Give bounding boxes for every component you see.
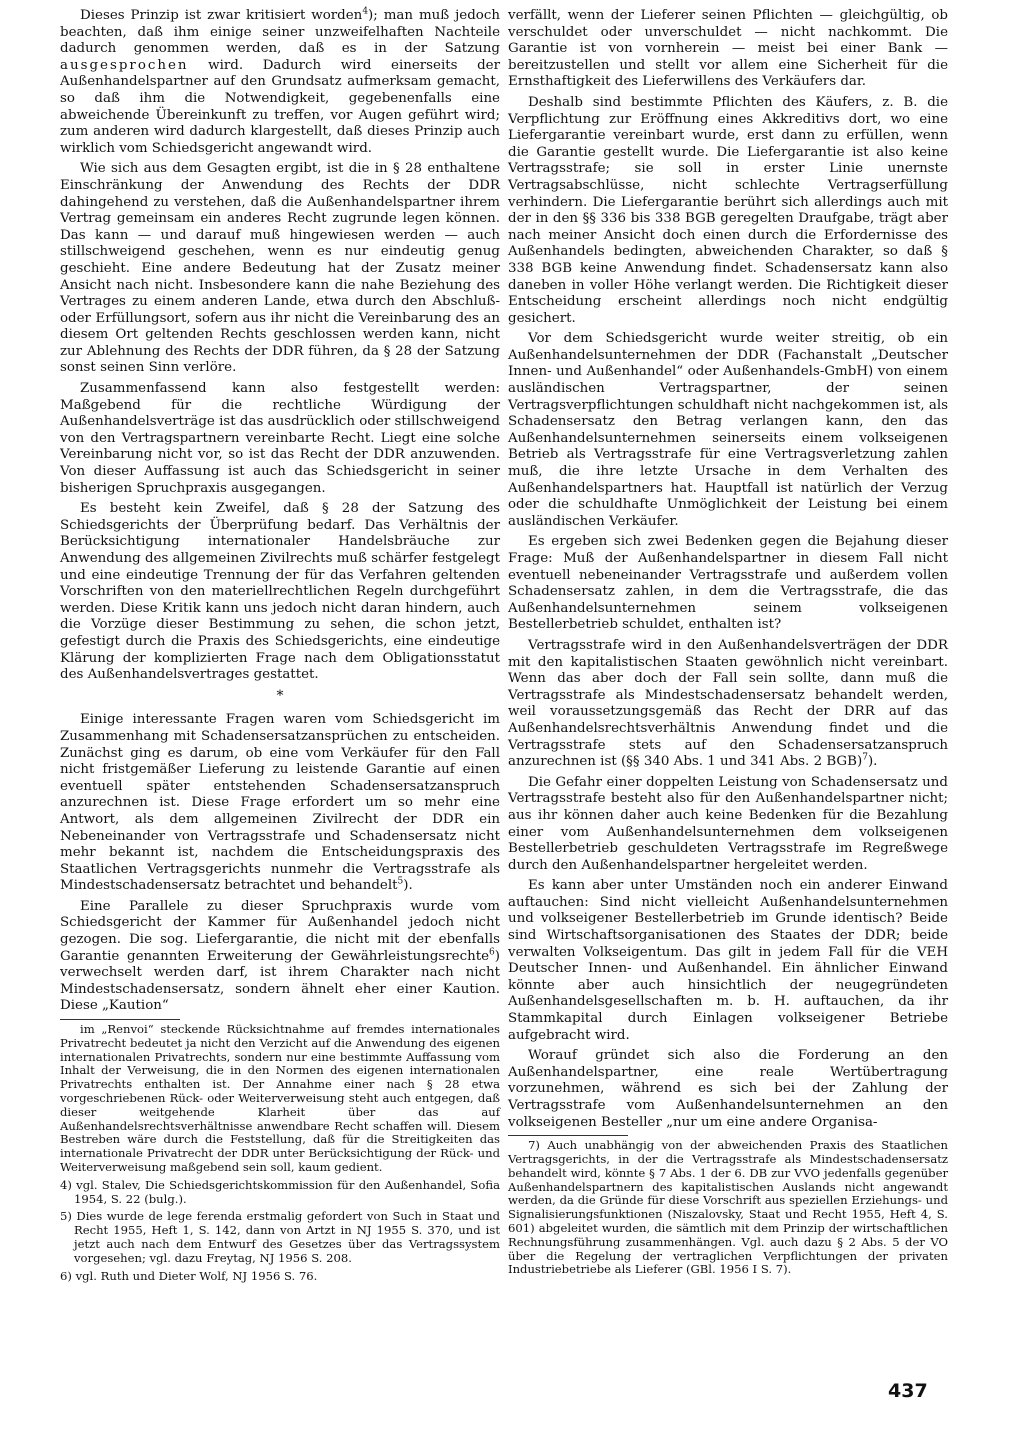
right-paragraph-6: Die Gefahr einer doppelten Leistung von Schadensersatz und Vertragsstrafe besteht also für den Außenhandelspartner nicht; aus ihr können daher auch keine Bedenken für die Bezahlung einer vom Außenhandelsunternehmen dem volkseigenen Bestellerbetrieb geschuldeten Vertragsstrafe im Regreßwege durch den Außenhandelspartner hergeleitet werden.: [508, 774, 948, 873]
footnote-6: 6) vgl. Ruth und Dieter Wolf, NJ 1956 S. 76.: [60, 1268, 318, 1283]
footnote-7: 7) Auch unabhängig von der abweichenden Praxis des Staatlichen Vertragsgerichts, in der die Vertragsstrafe als Mindestschadensersatz behandelt wird, könnte § 7 Abs. 1 der 6. DB zur VVO jedenfalls gegenüber Außenhandelspartnern des kapitalistischen Auslands nicht angewandt werden, da die Gründe für diese Vorschrift aus speziellen Erziehungs- und Signalisierungsfunktionen (Niszalovsky, Staat und Recht 1955, Heft 4, S. 601) abgeleitet wurden, die sämtlich mit dem Prinzip der wirtschaftlichen Rechnungsführung zusammenhängen. Vgl. auch dazu § 2 Abs. 5 der VO über die Regelung der vertraglichen Verpflichtungen der privaten Industriebetriebe als Lieferer (GBl. 1956 I S. 7).: [508, 1138, 948, 1277]
right-paragraph-8: Worauf gründet sich also die Forderung an den Außenhandelspartner, eine reale Wertübertragung vorzunehmen, während es sich bei der Zahlung der Vertragsstrafe vom Außenhandelsunternehmen an den volkseigenen Besteller „nur um eine andere Organisa-: [508, 1048, 948, 1130]
footnote-divider: [60, 1019, 180, 1020]
left-paragraph-5: Einige interessante Fragen waren vom Schiedsgericht im Zusammenhang mit Schadensersatzansprüchen zu entscheiden. Zunächst ging es darum, ob eine vom Verkäufer für den Fall nicht fristgemäßer Lieferung zu leistende Garantie auf einen eventuell später entstehenden Schadensersatzanspruch anzurechnen ist. Diese Frage erfordert um so mehr eine Antwort, als dem allgemeinen Zivilrecht der DDR ein Nebeneinander von Vertragsstrafe und Schadensersatz nicht mehr bekannt ist, nachdem die Entscheidungspraxis des Staatlichen Vertragsgerichts nunmehr die Vertragsstrafe als Mindestschadensersatz betrachtet und behandelt$^5$).: [60, 712, 500, 894]
right-paragraph-5: Vertragsstrafe wird in den Außenhandelsverträgen der DDR mit den kapitalistischen Staaten gewöhnlich nicht vereinbart. Wenn das aber doch der Fall sein sollte, dann muß die Vertragsstrafe als Mindestschadensersatz behandelt werden, weil voraussetzungsgemäß das Recht der DRR auf das Außenhandelsrechtsverhältnis Anwendung findet und die Vertragsstrafe stets auf den Schadensersatzanspruch anzurechnen ist (§§ 340 Abs. 1 und 341 Abs. 2 BGB)$^7$).: [508, 637, 948, 770]
footnote-divider: [508, 1135, 628, 1136]
emphasis-spaced: ausgesprochen: [60, 57, 189, 73]
right-paragraph-2: Deshalb sind bestimmte Pflichten des Käufers, z. B. die Verpflichtung zur Eröffnung eines Akkreditivs dort, wo eine Liefergarantie vereinbart wurde, erst dann zu erfüllen, wenn die Garantie gestellt wurde. Die Liefergarantie ist also keine Vertragsstrafe; sie soll in erster Linie unernste Vertragsabschlüsse, nicht schlechte Vertragserfüllung verhindern. Die Liefergarantie berührt sich allerdings auch mit der in den §§ 336 bis 338 BGB geregelten Draufgabe, trägt aber nach meiner Ansicht doch einen durch die Erfordernisse des Außenhandels bedingten, abweichenden Charakter, so daß § 338 BGB keine Anwendung findet. Schadensersatz kann also daneben in voller Höhe verlangt werden. Die Richtigkeit dieser Entscheidung erscheint allerdings noch nicht endgültig gesichert.: [508, 94, 948, 326]
right-paragraph-3: Vor dem Schiedsgericht wurde weiter streitig, ob ein Außenhandelsunternehmen der DDR (Fachanstalt „Deutscher Innen- und Außenhandel“ oder Außenhandels-GmbH) von einem ausländischen Vertragspartner, der seinen Vertragsverpflichtungen schuldhaft nicht nachgekommen ist, als Schadensersatz den Betrag verlangen kann, den das Außenhandelsunternehmen seinerseits einem volkseigenen Betrieb als Vertragsstrafe für eine Vertragsverletzung zahlen muß, die ihre letzte Ursache in dem Verhalten des Außenhandelspartners hat. Hauptfall ist natürlich der Verzug oder die schuldhafte Unmöglichkeit der Leistung bei einem ausländischen Verkäufer.: [508, 331, 948, 529]
left-paragraph-4: Es besteht kein Zweifel, daß § 28 der Satzung des Schiedsgerichts der Überprüfung bedarf. Das Verhältnis der Berücksichtigung internationaler Handelsbräuche zur Anwendung des allgemeinen Zivilrechts muß schärfer festgelegt und eine eindeutige Trennung der für das Verfahren geltenden Vorschriften von den materiellrechtlichen Regeln durchgeführt werden. Diese Kritik kann uns jedoch nicht daran hindern, auch die Vorzüge dieser Bestimmung zu sehen, die schon jetzt, gefestigt durch die Praxis des Schiedsgerichts, eine eindeutige Klärung der komplizierten Frage nach dem Obligationsstatut des Außenhandelsvertrages gestattet.: [60, 501, 500, 683]
page-number: 437: [888, 1380, 928, 1402]
left-paragraph-6: Eine Parallele zu dieser Spruchpraxis wurde vom Schiedsgericht der Kammer für Außenhandel jedoch nicht gezogen. Die sog. Liefergarantie, die nicht mit der ebenfalls Garantie genannten Erweiterung der Gewährleistungsrechte$^6$) verwechselt werden darf, ist ihrem Charakter nach nicht Mindestschadensersatz, sondern ähnelt eher einer Kaution. Diese „Kaution“: [60, 898, 500, 1014]
footnote-continuation: im „Renvoi“ steckende Rücksichtnahme auf fremdes internationales Privatrecht bedeutet ja nicht den Verzicht auf die Anwendung des eigenen internationalen Privatrechts, sondern nur eine bestimmte Auffassung vom Inhalt der Verweisung, die in den Normen des eigenen internationalen Privatrechts enthalten ist. Der Annahme einer nach § 28 etwa vorgeschriebenen Rück- oder Weiterverweisung steht auch entgegen, daß dieser weitgehende Klarheit über das auf Außenhandelsrechtsverhältnisse anwendbare Recht schaffen will. Diesem Bestreben wäre durch die Feststellung, daß für die Streitigkeiten das internationale Privatrecht der DDR unter Berücksichtigung der Rück- und Weiterverweisung maßgebend sein soll, kaum gedient.: [60, 1022, 500, 1174]
section-separator: *: [276, 687, 284, 704]
left-column: [60, 8, 500, 1287]
right-column: [508, 8, 948, 1281]
footnote-ref-4: 4: [362, 6, 369, 17]
left-paragraph-1: Dieses Prinzip ist zwar kritisiert worden$^4$); man muß jedoch beachten, daß ihm einige seiner unzweifelhaften Nachteile dadurch genommen werden, daß es in der Satzung ausgesprochen wird. Dadurch wird einerseits der Außenhandelspartner auf den Grundsatz aufmerksam gemacht, so daß ihm die Notwendigkeit, gegebenenfalls eine abweichende Übereinkunft zu treffen, vor Augen geführt wird; zum anderen wird dadurch klargestellt, daß dieses Prinzip auch wirklich vom Schiedsgericht angewandt wird.: [60, 6, 500, 156]
right-paragraph-4: Es ergeben sich zwei Bedenken gegen die Bejahung dieser Frage: Muß der Außenhandelspartner in diesem Fall nicht eventuell nebeneinander Vertragsstrafe und außerdem vollen Schadensersatz zahlen, in dem die Vertragsstrafe, die das Außenhandelsunternehmen seinem volkseigenen Bestellerbetrieb schuldet, enthalten ist?: [508, 534, 948, 633]
right-paragraph-7: Es kann aber unter Umständen noch ein anderer Einwand auftauchen: Sind nicht vielleicht Außenhandelsunternehmen und volkseigener Bestellerbetrieb im Grunde identisch? Beide sind Wirtschaftsorganisationen des Staates der DDR; beide verwalten Volkseigentum. Das gilt in jedem Fall für die VEH Deutscher Innen- und Außenhandel. Ein ähnlicher Einwand könnte aber auch hinsichtlich der neugegründeten Außenhandelsgesellschaften m. b. H. auftauchen, da ihr Stammkapital durch Einlagen volkseigener Betriebe aufgebracht wird.: [508, 878, 948, 1043]
footnote-ref-5: 5: [397, 876, 404, 887]
footnote-ref-6: 6: [489, 947, 495, 958]
footnote-4: 4) vgl. Stalev, Die Schiedsgerichtskommission für den Außenhandel, Sofia 1954, S. 22 (bulg.).: [60, 1177, 500, 1206]
right-paragraph-1: verfällt, wenn der Lieferer seinen Pflichten — gleichgültig, ob verschuldet oder unverschuldet — nicht nachkommt. Die Garantie ist von vornherein — meist bei einer Bank — bereitzustellen und stellt vor allem eine Sicherheit für die Ernsthaftigkeit des Lieferwillens des Verkäufers dar.: [508, 8, 948, 90]
footnote-ref-7: 7: [862, 752, 868, 763]
footnote-5: 5) Dies wurde de lege ferenda erstmalig gefordert von Such in Staat und Recht 1955, Heft 1, S. 142, dann von Artzt in NJ 1955 S. 370, und ist jetzt auch nach dem Entwurf des Gesetzes über das Vertragssystem vorgesehen; vgl. dazu Freytag, NJ 1956 S. 208.: [60, 1209, 500, 1265]
left-paragraph-3: Zusammenfassend kann also festgestellt werden: Maßgebend für die rechtliche Würdigung der Außenhandelsverträge ist das ausdrücklich oder stillschweigend von den Vertragspartnern vereinbarte Recht. Liegt eine solche Vereinbarung nicht vor, so ist das Recht der DDR anzuwenden. Von dieser Auffassung ist auch das Schiedsgericht in seiner bisherigen Spruchpraxis ausgegangen.: [60, 381, 500, 496]
left-paragraph-2: Wie sich aus dem Gesagten ergibt, ist die in § 28 enthaltene Einschränkung der Anwendung des Rechts der DDR dahingehend zu verstehen, daß die Außenhandelspartner ihrem Vertrag gemeinsam ein anderes Recht zugrunde legen können. Das kann — und darauf muß hingewiesen werden — auch stillschweigend geschehen, wenn es nur eindeutig genug geschieht. Eine andere Bedeutung hat der Zusatz meiner Ansicht nach nicht. Insbesondere kann die nahe Beziehung des Vertrages zu einem anderen Lande, etwa durch den Abschluß- oder Erfüllungsort, sofern aus ihr nicht die Vereinbarung des an diesem Ort geltenden Rechts geschlossen werden kann, nicht zur Ablehnung des Rechts der DDR führen, da § 28 der Satzung sonst seinen Sinn verlöre.: [60, 161, 500, 376]
